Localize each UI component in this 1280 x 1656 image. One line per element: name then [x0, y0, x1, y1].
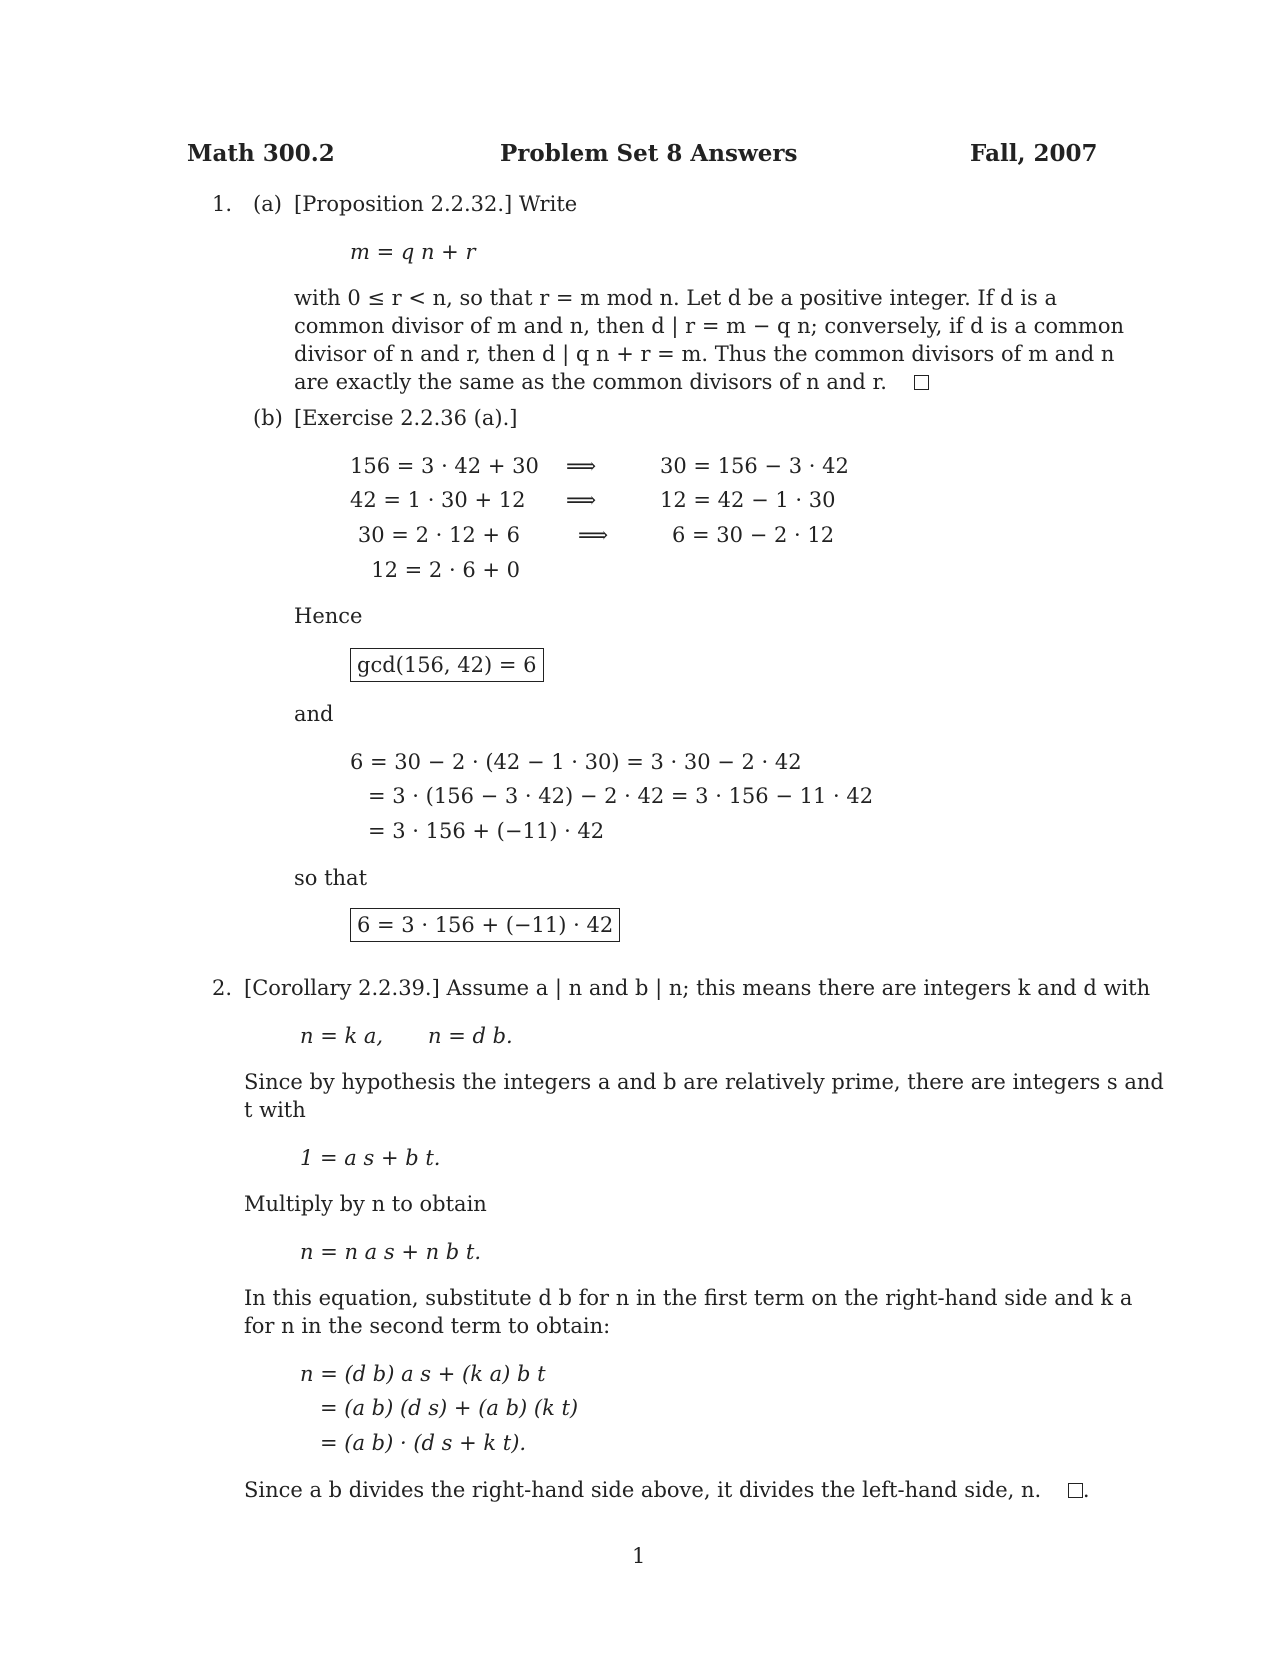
final-derivation-line-3: = (a b) · (d s + k t).	[320, 1431, 527, 1455]
part-a-label: (a)	[253, 192, 282, 216]
conclusion-line	[244, 1476, 1090, 1504]
rewrite-step-2: 12 = 42 − 1 · 30	[660, 488, 836, 512]
final-result-box: 6 = 3 · 156 + (−11) · 42	[350, 908, 620, 942]
euclid-step-1: 156 = 3 · 42 + 30	[350, 454, 539, 478]
course-label: Math 300.2	[187, 140, 335, 167]
and-text: and	[294, 702, 334, 726]
problem-2-number: 2.	[212, 976, 233, 1000]
part-a-line-2: common divisor of m and n, then d | r = m − q n; conversely, if d is a common	[294, 314, 1125, 338]
equation-m-qn-r: m = q n + r	[350, 240, 476, 264]
part-a-heading: [Proposition 2.2.32.] Write	[294, 192, 578, 216]
euclid-step-2: 42 = 1 · 30 + 12	[350, 488, 526, 512]
equation-bezout: 1 = a s + b t.	[300, 1146, 441, 1170]
qed-square-icon	[914, 375, 929, 390]
page-number: 1	[632, 1544, 646, 1568]
euclid-step-3: 30 = 2 · 12 + 6	[357, 523, 520, 547]
problem-1-number: 1.	[212, 192, 233, 216]
back-sub-line-3: = 3 · 156 + (−11) · 42	[368, 819, 605, 843]
implies-arrow-3: ⟹	[578, 523, 609, 547]
equation-multiplied: n = n a s + n b t.	[300, 1240, 482, 1264]
final-derivation-line-2: = (a b) (d s) + (a b) (k t)	[320, 1396, 579, 1420]
problem-2-para-line-1: Since by hypothesis the integers a and b are relatively prime, there are integers s and	[244, 1070, 1164, 1094]
rewrite-step-1: 30 = 156 − 3 · 42	[660, 454, 849, 478]
multiply-text: Multiply by n to obtain	[244, 1192, 487, 1216]
substitute-line-2: for n in the second term to obtain:	[244, 1314, 611, 1338]
term-label: Fall, 2007	[970, 140, 1098, 167]
hence-text: Hence	[294, 604, 363, 628]
implies-arrow-1: ⟹	[566, 454, 597, 478]
back-sub-line-1: 6 = 30 − 2 · (42 − 1 · 30) = 3 · 30 − 2 · 42	[350, 750, 802, 774]
part-a-line-3: divisor of n and r, then d | q n + r = m. Thus the common divisors of m and n	[294, 342, 1115, 366]
part-a-line-4-text: are exactly the same as the common divisors of n and r.	[294, 370, 887, 394]
page-title: Problem Set 8 Answers	[500, 140, 798, 167]
implies-arrow-2: ⟹	[566, 488, 597, 512]
rewrite-step-3: 6 = 30 − 2 · 12	[672, 523, 835, 547]
qed-square-icon	[1068, 1483, 1083, 1498]
gcd-result-box: gcd(156, 42) = 6	[350, 648, 544, 682]
equation-n-ka: n = k a,	[300, 1024, 384, 1048]
part-b-heading: [Exercise 2.2.36 (a).]	[294, 406, 518, 430]
substitute-line-1: In this equation, substitute d b for n in the first term on the right-hand side and k a	[244, 1286, 1133, 1310]
problem-2-para-line-2: t with	[244, 1098, 306, 1122]
part-a-line-4	[294, 368, 929, 396]
so-that-text: so that	[294, 866, 368, 890]
qed-period: .	[1082, 1478, 1090, 1502]
part-b-label: (b)	[253, 406, 283, 430]
problem-2-intro: [Corollary 2.2.39.] Assume a | n and b | n; this means there are integers k and d with	[244, 976, 1151, 1000]
part-a-line-1: with 0 ≤ r < n, so that r = m mod n. Let d be a positive integer. If d is a	[294, 286, 1057, 310]
euclid-step-4: 12 = 2 · 6 + 0	[371, 558, 520, 582]
equation-n-db: n = d b.	[428, 1024, 513, 1048]
conclusion-text: Since a b divides the right-hand side above, it divides the left-hand side, n.	[244, 1478, 1042, 1502]
final-derivation-line-1: n = (d b) a s + (k a) b t	[300, 1362, 546, 1386]
back-sub-line-2: = 3 · (156 − 3 · 42) − 2 · 42 = 3 · 156 − 11 · 42	[368, 784, 874, 808]
